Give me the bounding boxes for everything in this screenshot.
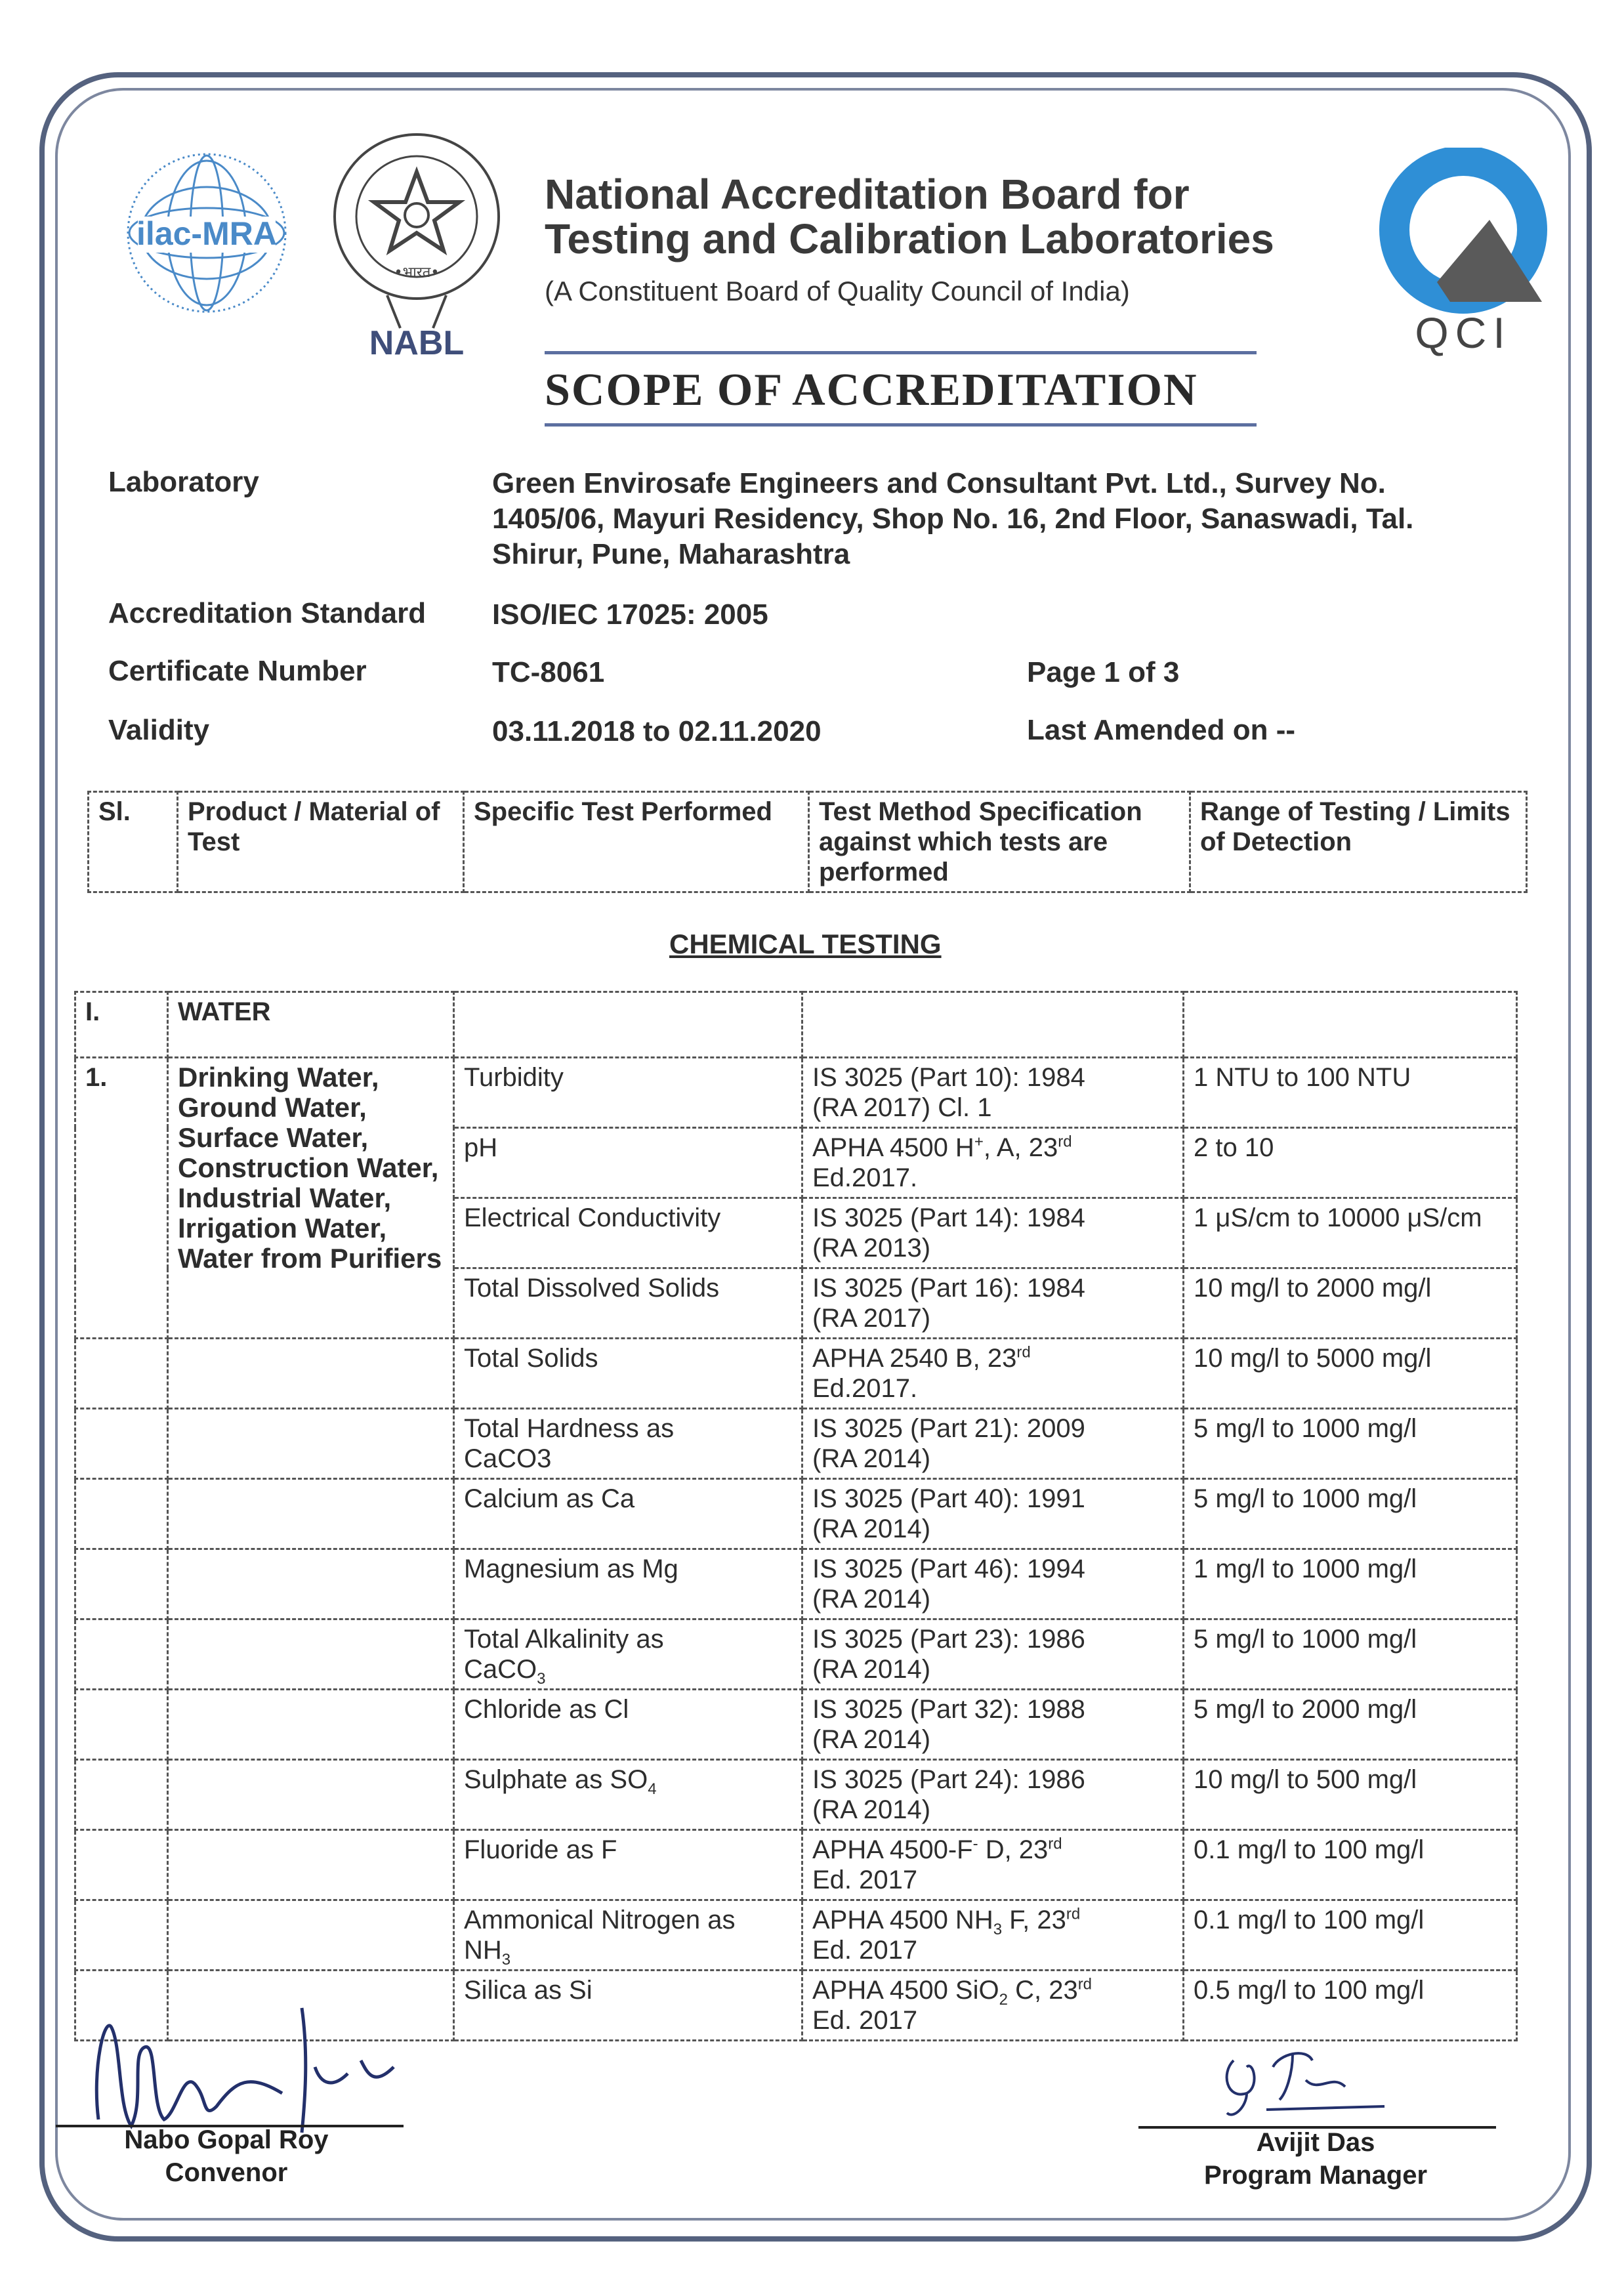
test-cell [454,1619,802,1690]
nabl-logo-icon [328,131,505,361]
laboratory-label: Laboratory [108,466,259,498]
test-text: Sulphate as SO [464,1765,648,1794]
range-cell: 0.1 mg/l to 100 mg/l [1184,1830,1517,1900]
method-cell [802,1128,1184,1198]
standard-value: ISO/IEC 17025: 2005 [492,598,768,631]
range-cell: 1 μS/cm to 10000 μS/cm [1184,1198,1517,1268]
method-line: Ed.2017. [812,1374,918,1403]
ilac-logo-text: ilac-MRA [136,215,277,252]
qci-logo-text: QCI [1415,308,1512,357]
empty-cell [168,1619,454,1690]
range-cell: 1 mg/l to 1000 mg/l [1184,1549,1517,1619]
column-header-method: Test Method Specification against which tests are performed [809,792,1190,892]
method-superscript: rd [1058,1133,1072,1151]
convenor-name: Nabo Gopal Roy [124,2125,329,2154]
empty-cell [75,1479,168,1549]
test-cell: Silica as Si [454,1971,802,2041]
method-text: APHA 4500 SiO [812,1976,999,2005]
range-cell: 10 mg/l to 5000 mg/l [1184,1339,1517,1409]
method-superscript: rd [1016,1343,1031,1362]
standard-label: Accreditation Standard [108,597,427,629]
method-cell [802,1058,1184,1128]
range-cell: 2 to 10 [1184,1128,1517,1198]
table-row [75,1760,1517,1830]
table-row [75,1339,1517,1409]
empty-cell [168,1479,454,1549]
method-superscript: rd [1066,1905,1081,1923]
item-number: 1. [75,1058,168,1339]
organization-subtitle: (A Constituent Board of Quality Council of India) [545,276,1130,306]
group-number: I. [75,992,168,1058]
method-cell [802,1198,1184,1268]
convenor-signature-icon [85,1988,427,2146]
program-manager-block [1138,2126,1493,2192]
method-text: D, 23 [978,1835,1049,1864]
method-cell [802,1409,1184,1479]
org-name-line-2: Testing and Calibration Laboratories [545,215,1274,262]
method-line: Ed. 2017 [812,1936,918,1965]
program-manager-signature-icon [1207,2034,1391,2126]
group-empty-cell [454,992,802,1058]
method-line: (RA 2014) [812,1514,931,1543]
test-line [464,1935,792,1969]
empty-cell [168,1900,454,1971]
test-subscript: 4 [648,1780,657,1798]
table-row [75,1619,1517,1690]
test-cell: Turbidity [454,1058,802,1128]
program-manager-name: Avijit Das [1256,2128,1375,2157]
method-line: IS 3025 (Part 23): 1986 [812,1625,1085,1654]
method-line: Ed. 2017 [812,2006,918,2035]
column-header-range: Range of Testing / Limits of Detection [1190,792,1527,892]
test-cell: Total Dissolved Solids [454,1268,802,1339]
empty-cell [168,1690,454,1760]
method-text: APHA 2540 B, 23 [812,1344,1017,1373]
table-row [75,1690,1517,1760]
method-superscript: rd [1048,1835,1062,1853]
empty-cell [168,1760,454,1830]
method-line: IS 3025 (Part 14): 1984 [812,1203,1085,1232]
empty-cell [75,1830,168,1900]
method-cell [802,1760,1184,1830]
group-name: WATER [168,992,454,1058]
convenor-block [56,2123,397,2189]
empty-cell [168,1549,454,1619]
test-subscript: 3 [537,1670,546,1688]
title-rule-bottom [545,423,1257,427]
method-line: (RA 2014) [812,1655,931,1684]
method-line: (RA 2014) [812,1725,931,1754]
laboratory-value-line-2: 1405/06, Mayuri Residency, Shop No. 16, 2nd Floor, Sanaswadi, Tal. [492,503,1414,535]
certificate-label: Certificate Number [108,655,367,687]
empty-cell [75,1339,168,1409]
range-cell: 5 mg/l to 2000 mg/l [1184,1690,1517,1760]
certificate-value: TC-8061 [492,656,605,688]
range-cell: 5 mg/l to 1000 mg/l [1184,1619,1517,1690]
last-amended: Last Amended on -- [1027,714,1296,746]
program-manager-title: Program Manager [1203,2161,1428,2190]
column-header-product: Product / Material of Test [178,792,464,892]
empty-cell [75,1409,168,1479]
test-line: CaCO3 [464,1444,552,1473]
method-cell [802,1479,1184,1549]
item-product: Drinking Water, Ground Water, Surface Water, Construction Water, Industrial Water, Irrigation Water, Water from Purifiers [168,1058,454,1339]
method-line: (RA 2017) [812,1304,931,1333]
method-line: (RA 2017) Cl. 1 [812,1093,992,1122]
empty-cell [75,1900,168,1971]
method-cell [802,1971,1184,2041]
method-subscript: 3 [993,1921,1003,1938]
column-header-table [87,791,1528,893]
validity-label: Validity [108,714,210,746]
empty-cell [168,1339,454,1409]
method-line [812,1835,1173,1865]
test-line: Ammonical Nitrogen as [464,1906,736,1934]
title-rule-top [545,351,1257,354]
method-cell [802,1830,1184,1900]
method-line [812,1905,1173,1938]
method-line: Ed.2017. [812,1163,918,1192]
method-line: (RA 2014) [812,1585,931,1614]
test-cell [454,1409,802,1479]
test-cell: pH [454,1128,802,1198]
method-text: , A, 23 [983,1133,1058,1162]
group-empty-cell [1184,992,1517,1058]
empty-cell [75,1619,168,1690]
test-line: Total Alkalinity as [464,1625,664,1654]
test-cell: Total Solids [454,1339,802,1409]
qci-logo-icon [1375,148,1552,358]
laboratory-value-line-1: Green Envirosafe Engineers and Consultant Pvt. Ltd., Survey No. [492,467,1386,499]
empty-cell [75,1760,168,1830]
method-line [812,1133,1173,1163]
method-line: IS 3025 (Part 24): 1986 [812,1765,1085,1794]
range-cell: 5 mg/l to 1000 mg/l [1184,1409,1517,1479]
test-text: CaCO [464,1655,537,1684]
range-cell: 5 mg/l to 1000 mg/l [1184,1479,1517,1549]
organization-name [545,172,1371,261]
nabl-seal-text: •भारत• [394,264,440,281]
method-cell [802,1339,1184,1409]
method-superscript: rd [1077,1975,1093,1993]
test-cell [454,1760,802,1830]
range-cell: 0.1 mg/l to 100 mg/l [1184,1900,1517,1971]
empty-cell [168,1409,454,1479]
page-number: Page 1 of 3 [1027,656,1180,688]
method-line: (RA 2014) [812,1444,931,1473]
test-cell [454,1900,802,1971]
convenor-title: Convenor [165,2158,288,2187]
table-row [75,1549,1517,1619]
scope-table [74,991,1518,2041]
method-cell [802,1690,1184,1760]
ilac-mra-logo-icon [121,148,292,318]
method-superscript: - [972,1835,978,1853]
method-text: C, 23 [1007,1976,1078,2005]
validity-value: 03.11.2018 to 02.11.2020 [492,715,822,747]
group-row [75,992,1517,1058]
method-line: IS 3025 (Part 16): 1984 [812,1274,1085,1303]
method-text: APHA 4500-F [812,1835,973,1864]
method-line: Ed. 2017 [812,1866,918,1894]
empty-cell [75,1549,168,1619]
range-cell: 10 mg/l to 2000 mg/l [1184,1268,1517,1339]
nabl-logo-text: NABL [369,324,465,361]
method-superscript: + [974,1133,984,1151]
laboratory-value-line-3: Shirur, Pune, Maharashtra [492,538,850,570]
table-row [75,1058,1517,1128]
test-cell: Magnesium as Mg [454,1549,802,1619]
method-cell [802,1549,1184,1619]
table-row [75,1900,1517,1971]
method-line [812,1975,1173,2009]
column-header-sl: Sl. [89,792,178,892]
test-cell: Electrical Conductivity [454,1198,802,1268]
test-text: NH [464,1936,502,1965]
test-cell: Chloride as Cl [454,1690,802,1760]
section-title: CHEMICAL TESTING [669,929,942,959]
test-cell: Calcium as Ca [454,1479,802,1549]
method-cell [802,1268,1184,1339]
test-cell: Fluoride as F [454,1830,802,1900]
range-cell: 0.5 mg/l to 100 mg/l [1184,1971,1517,2041]
method-line: (RA 2013) [812,1234,931,1263]
test-line [464,1654,792,1688]
test-line: Total Hardness as [464,1414,675,1443]
empty-cell [75,1690,168,1760]
method-subscript: 2 [999,1991,1008,2009]
method-line: IS 3025 (Part 10): 1984 [812,1063,1085,1092]
document-title: SCOPE OF ACCREDITATION [545,365,1198,415]
method-line: (RA 2014) [812,1795,931,1824]
range-cell: 10 mg/l to 500 mg/l [1184,1760,1517,1830]
method-line: IS 3025 (Part 46): 1994 [812,1555,1085,1583]
method-line: IS 3025 (Part 21): 2009 [812,1414,1085,1443]
test-subscript: 3 [501,1951,511,1969]
method-text: APHA 4500 H [812,1133,974,1162]
laboratory-value [492,466,1413,572]
org-name-line-1: National Accreditation Board for [545,171,1190,218]
table-row [75,1409,1517,1479]
table-row [75,1830,1517,1900]
method-cell [802,1619,1184,1690]
range-cell: 1 NTU to 100 NTU [1184,1058,1517,1128]
method-cell [802,1900,1184,1971]
method-line: IS 3025 (Part 40): 1991 [812,1484,1085,1513]
empty-cell [168,1830,454,1900]
group-empty-cell [802,992,1184,1058]
method-text: F, 23 [1002,1906,1066,1934]
method-line: IS 3025 (Part 32): 1988 [812,1695,1085,1724]
table-row [75,1479,1517,1549]
method-line [812,1343,1173,1373]
method-text: APHA 4500 NH [812,1906,993,1934]
column-header-test: Specific Test Performed [464,792,809,892]
